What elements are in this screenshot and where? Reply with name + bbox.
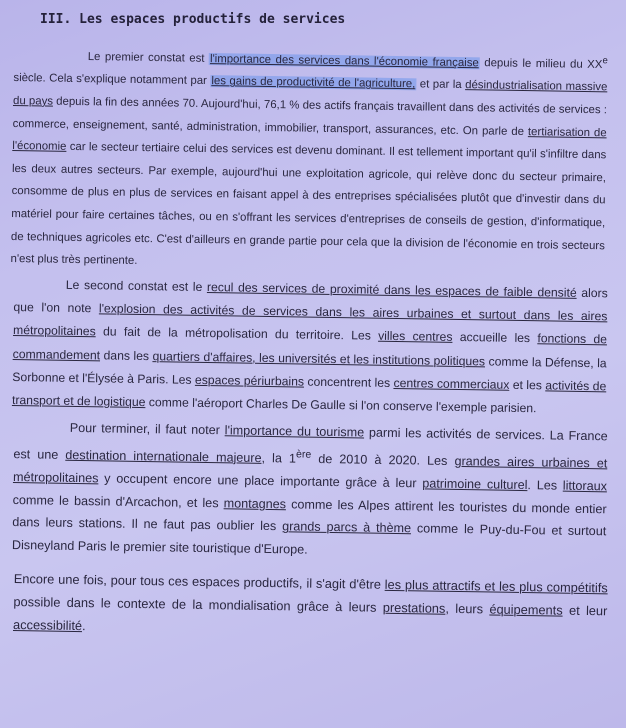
underlined-phrase: l'importance du tourisme [224,423,365,440]
underlined-phrase: accessibilité [12,617,83,634]
underlined-phrase: l'explosion des activités de services dans les aires urbaines et surtout dans les aires métropolitaines [12,301,608,339]
underlined-phrase: espaces périurbains [194,372,305,389]
underlined-phrase: les plus attractifs et les plus compétitifs [384,576,608,596]
underlined-phrase: littoraux [562,478,608,494]
paragraph-4: Encore une fois, pour tous ces espaces productifs, il s'agit d'être les plus attractifs et les plus compétitifs possible dans le contexte de la mondialisation grâce à leurs prestations, leurs équipements et leur accessibilité. [12,570,608,634]
underlined-phrase: villes centres [378,328,453,345]
underlined-phrase: prestations [382,599,446,616]
underlined-phrase: équipements [489,601,563,618]
underlined-phrase: tertiarisation de l'économie [12,125,607,154]
underlined-phrase: centres commerciaux [393,375,510,392]
paragraph-1: Le premier constat est l'importance des services dans l'économie française depuis le milieu du XXe siècle. Cela s'explique notamment par les gains de productivité de l'agriculture, et par la désindustrialisation massive du pays depuis la fin des années 70. Aujourd'hui, 76,1 % des actifs français travaillent dans des activités de services : commerce, enseignement, santé, administration, immobilier, transport, assurances, etc. On parle de tertiarisation de l'économie car le secteur tertiaire celui des services est devenu dominant. Il est tellement important qu'il s'infiltre dans les deux autres secteurs. Par exemple, aujourd'hui une exploitation agricole, qui relève donc du secteur primaire, consomme de plus en plus de services en faisant appel à des entreprises spécialisées plutôt que d'investir dans du matériel pour faire certaines tâches, ou en s'offrant les services d'entreprises de conseils de gestion, d'informatique, de techniques agricoles etc. C'est d'ailleurs en grande partie pour cela que la division de l'économie en trois secteurs n'est plus très pertinente. [10,50,608,268]
underlined-phrase: patrimoine culturel [422,476,528,492]
underlined-phrase: montagnes [223,495,287,511]
highlighted-phrase: l'importance des services dans l'économie française [209,52,479,70]
underlined-phrase: recul des services de proximité dans les espaces de faible densité [206,279,577,300]
paragraph-2: Le second constat est le recul des services de proximité dans les espaces de faible densité alors que l'on note l'explosion des activités de services dans les aires urbaines et surtout dans les aires métropolitaines du fait de la métropolisation du territoire. Les villes centres accueille les fonctions de commandement dans les quartiers d'affaires, les universités et les institutions politiques comme la Défense, la Sorbonne et l'Élysée à Paris. Les espaces périurbains concentrent les centres commerciaux et les activités de transport et de logistique comme l'aéroport Charles De Gaulle si l'on conserve l'exemple parisien. [11,277,608,415]
underlined-phrase: fonctions de commandement [12,331,608,362]
underlined-phrase: quartiers d'affaires, les universités et les institutions politiques [152,348,486,368]
underlined-phrase: grands parcs à thème [282,519,412,536]
paragraph-3: Pour terminer, il faut noter l'importance du tourisme parmi les activités de services. La France est une destination internationale majeure, la 1ère de 2010 à 2020. Les grandes aires urbaines et métropolitaines y occupent encore une place importante grâce à leur patrimoine culturel. Les littoraux comme le bassin d'Arcachon, et les montagnes comme les Alpes attirent les touristes du monde entier dans leurs stations. Il ne faut pas oublier les grands parcs à thème comme le Puy-du-Fou et surtout Disneyland Paris le premier site touristique d'Europe. [11,420,608,557]
section-title: III. Les espaces productifs de services [40,12,346,27]
underlined-phrase: désindustrialisation massive du pays [12,79,608,108]
underlined-phrase: destination internationale majeure [65,447,262,465]
underlined-phrase: activités de transport et de logistique [11,377,607,409]
highlighted-phrase: les gains de productivité de l'agriculture, [211,75,416,91]
underlined-phrase: grandes aires urbaines et métropolitaines [12,453,608,486]
